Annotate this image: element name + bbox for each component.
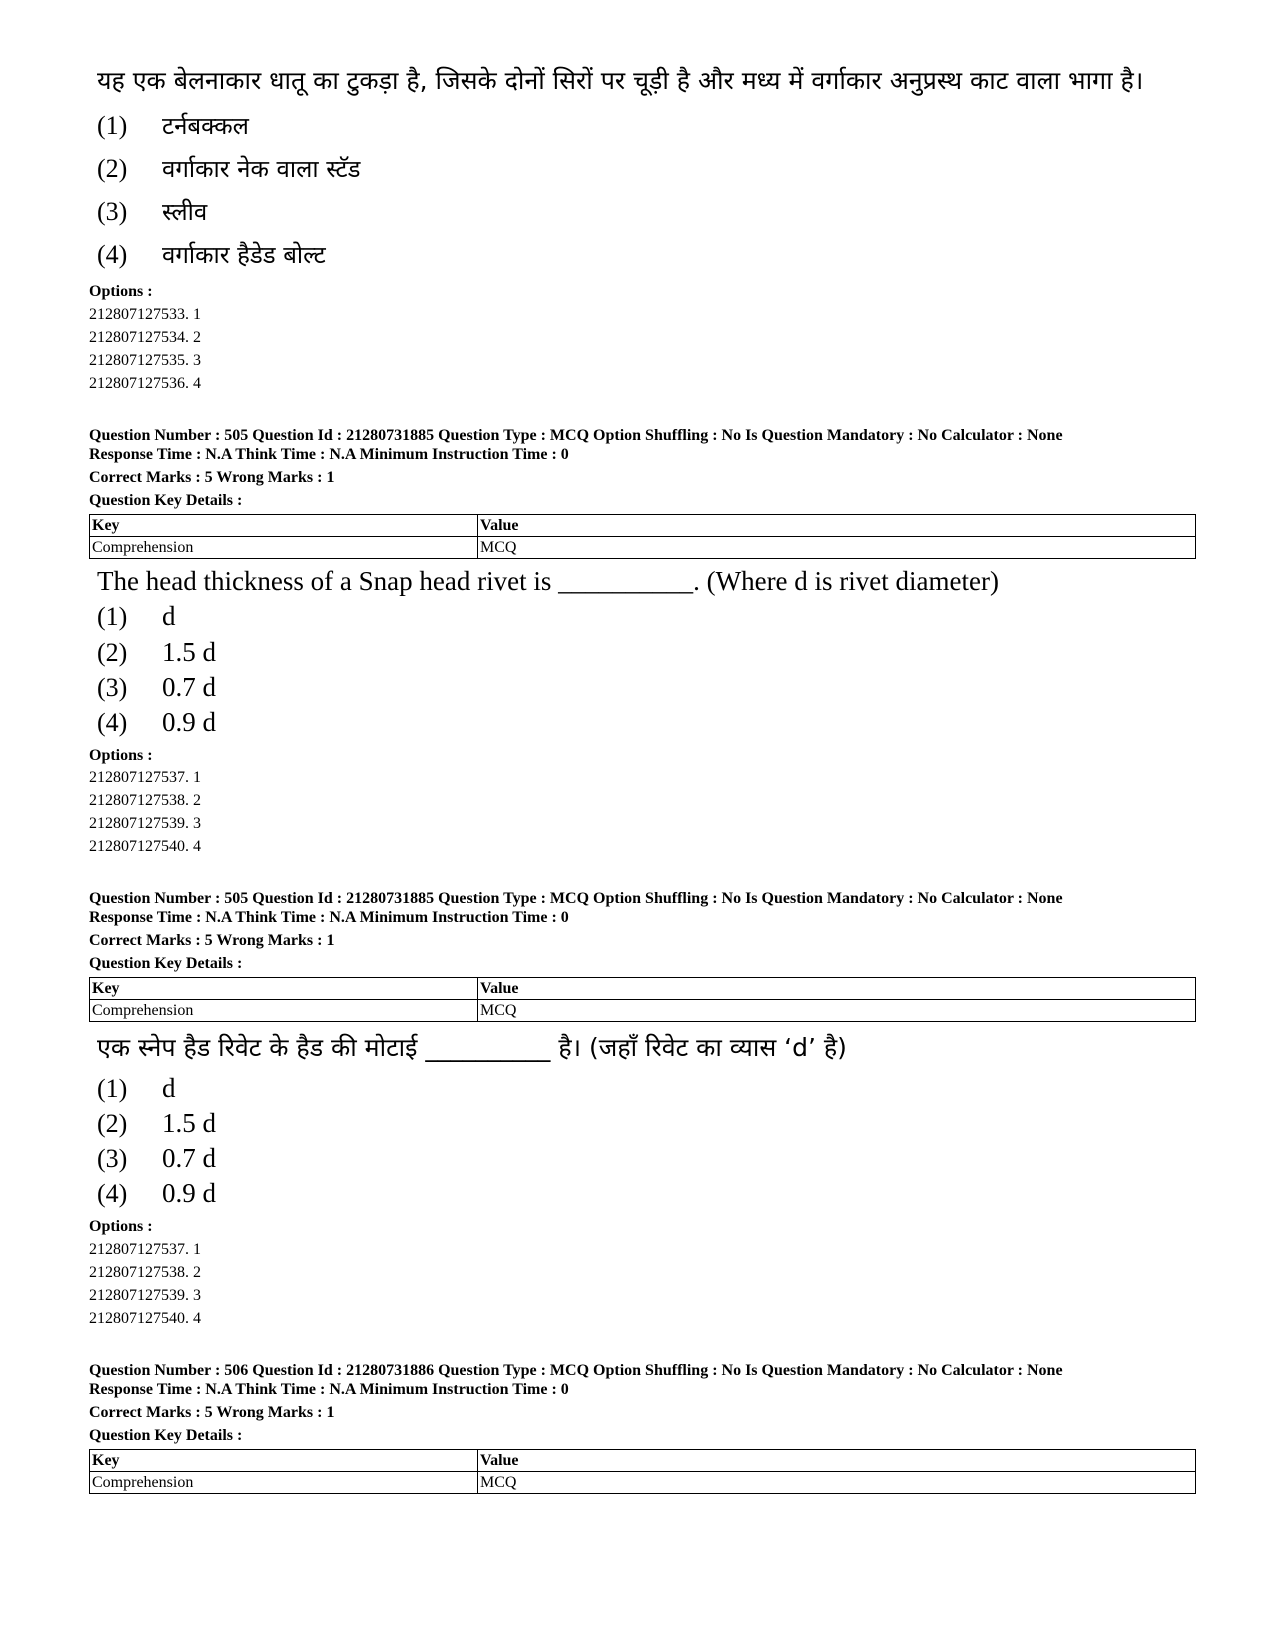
choice-text: 0.7 d	[162, 672, 216, 702]
table-cell-key: Comprehension	[90, 537, 478, 559]
choice-text: 0.7 d	[162, 1143, 216, 1173]
option-id: 212807127534. 2	[89, 329, 201, 346]
choice-text: स्लीव	[162, 198, 208, 226]
choice-number: (3)	[97, 197, 128, 226]
choice-number: (3)	[97, 673, 128, 702]
table-header-key: Key	[90, 1450, 478, 1472]
key-details-label: Question Key Details :	[89, 955, 243, 972]
choice-4	[97, 707, 216, 738]
choice-text: वर्गाकार नेक वाला स्टॅड	[162, 155, 361, 183]
key-value-table	[89, 514, 1196, 559]
table-header-value: Value	[478, 978, 1196, 1000]
options-label: Options :	[89, 747, 153, 764]
response-time-line: Response Time : N.A Think Time : N.A Minimum Instruction Time : 0	[89, 909, 569, 926]
option-id: 212807127540. 4	[89, 838, 201, 855]
choice-text: 0.9 d	[162, 1178, 216, 1208]
choice-number: (2)	[97, 1109, 128, 1138]
choice-3	[97, 197, 207, 227]
table-cell-key: Comprehension	[90, 1472, 478, 1494]
choice-text: 1.5 d	[162, 637, 216, 667]
choice-1	[97, 111, 249, 141]
option-id: 212807127537. 1	[89, 1241, 201, 1258]
table-cell-value: MCQ	[478, 1472, 1196, 1494]
question-header: Question Number : 505 Question Id : 21280731885 Question Type : MCQ Option Shuffling : No Is Question Mandatory : No Calculator : None	[89, 427, 1063, 444]
choice-2	[97, 637, 216, 668]
key-value-table	[89, 977, 1196, 1022]
key-value-table	[89, 1449, 1196, 1494]
choice-4	[97, 1178, 216, 1209]
option-id: 212807127536. 4	[89, 375, 201, 392]
choice-number: (2)	[97, 638, 128, 667]
choice-text: d	[162, 1073, 176, 1103]
response-time-line: Response Time : N.A Think Time : N.A Minimum Instruction Time : 0	[89, 1381, 569, 1398]
choice-number: (3)	[97, 1144, 128, 1173]
choice-text: 1.5 d	[162, 1108, 216, 1138]
option-id: 212807127538. 2	[89, 792, 201, 809]
choice-3	[97, 672, 216, 703]
question-text-hindi: यह एक बेलनाकार धातू का टुकड़ा है, जिसके दोनों सिरों पर चूड़ी है और मध्य में वर्गाकार अनुप्रस्थ काट वाला भागा है।	[97, 66, 1144, 95]
response-time-line: Response Time : N.A Think Time : N.A Minimum Instruction Time : 0	[89, 446, 569, 463]
table-cell-value: MCQ	[478, 1000, 1196, 1022]
option-id: 212807127539. 3	[89, 1287, 201, 1304]
choice-text: d	[162, 601, 176, 631]
marks-line: Correct Marks : 5 Wrong Marks : 1	[89, 469, 335, 486]
choice-number: (1)	[97, 602, 128, 631]
table-header-key: Key	[90, 515, 478, 537]
question-header: Question Number : 505 Question Id : 21280731885 Question Type : MCQ Option Shuffling : No Is Question Mandatory : No Calculator : None	[89, 890, 1063, 907]
choice-4	[97, 240, 326, 270]
table-header-value: Value	[478, 1450, 1196, 1472]
option-id: 212807127535. 3	[89, 352, 201, 369]
option-id: 212807127539. 3	[89, 815, 201, 832]
choice-number: (1)	[97, 1074, 128, 1103]
choice-text: वर्गाकार हैडेड बोल्ट	[162, 241, 326, 269]
choice-2	[97, 1108, 216, 1139]
choice-1	[97, 1073, 176, 1104]
key-details-label: Question Key Details :	[89, 492, 243, 509]
question-text-hindi: एक स्नेप हैड रिवेट के हैड की मोटाई __________ है। (जहाँ रिवेट का व्यास ‘d’ है)	[97, 1033, 847, 1062]
table-header-key: Key	[90, 978, 478, 1000]
choice-2	[97, 154, 361, 184]
option-id: 212807127537. 1	[89, 769, 201, 786]
table-cell-value: MCQ	[478, 537, 1196, 559]
marks-line: Correct Marks : 5 Wrong Marks : 1	[89, 1404, 335, 1421]
option-id: 212807127538. 2	[89, 1264, 201, 1281]
option-id: 212807127540. 4	[89, 1310, 201, 1327]
option-id: 212807127533. 1	[89, 306, 201, 323]
choice-number: (4)	[97, 708, 128, 737]
question-header: Question Number : 506 Question Id : 21280731886 Question Type : MCQ Option Shuffling : No Is Question Mandatory : No Calculator : None	[89, 1362, 1063, 1379]
options-label: Options :	[89, 283, 153, 300]
choice-text: टर्नबक्कल	[162, 112, 249, 140]
choice-text: 0.9 d	[162, 707, 216, 737]
table-header-value: Value	[478, 515, 1196, 537]
question-text-english: The head thickness of a Snap head rivet is __________. (Where d is rivet diameter)	[97, 566, 999, 596]
choice-number: (1)	[97, 111, 128, 140]
choice-number: (2)	[97, 154, 128, 183]
table-cell-key: Comprehension	[90, 1000, 478, 1022]
choice-number: (4)	[97, 240, 128, 269]
choice-3	[97, 1143, 216, 1174]
marks-line: Correct Marks : 5 Wrong Marks : 1	[89, 932, 335, 949]
choice-1	[97, 601, 176, 632]
key-details-label: Question Key Details :	[89, 1427, 243, 1444]
choice-number: (4)	[97, 1179, 128, 1208]
options-label: Options :	[89, 1218, 153, 1235]
